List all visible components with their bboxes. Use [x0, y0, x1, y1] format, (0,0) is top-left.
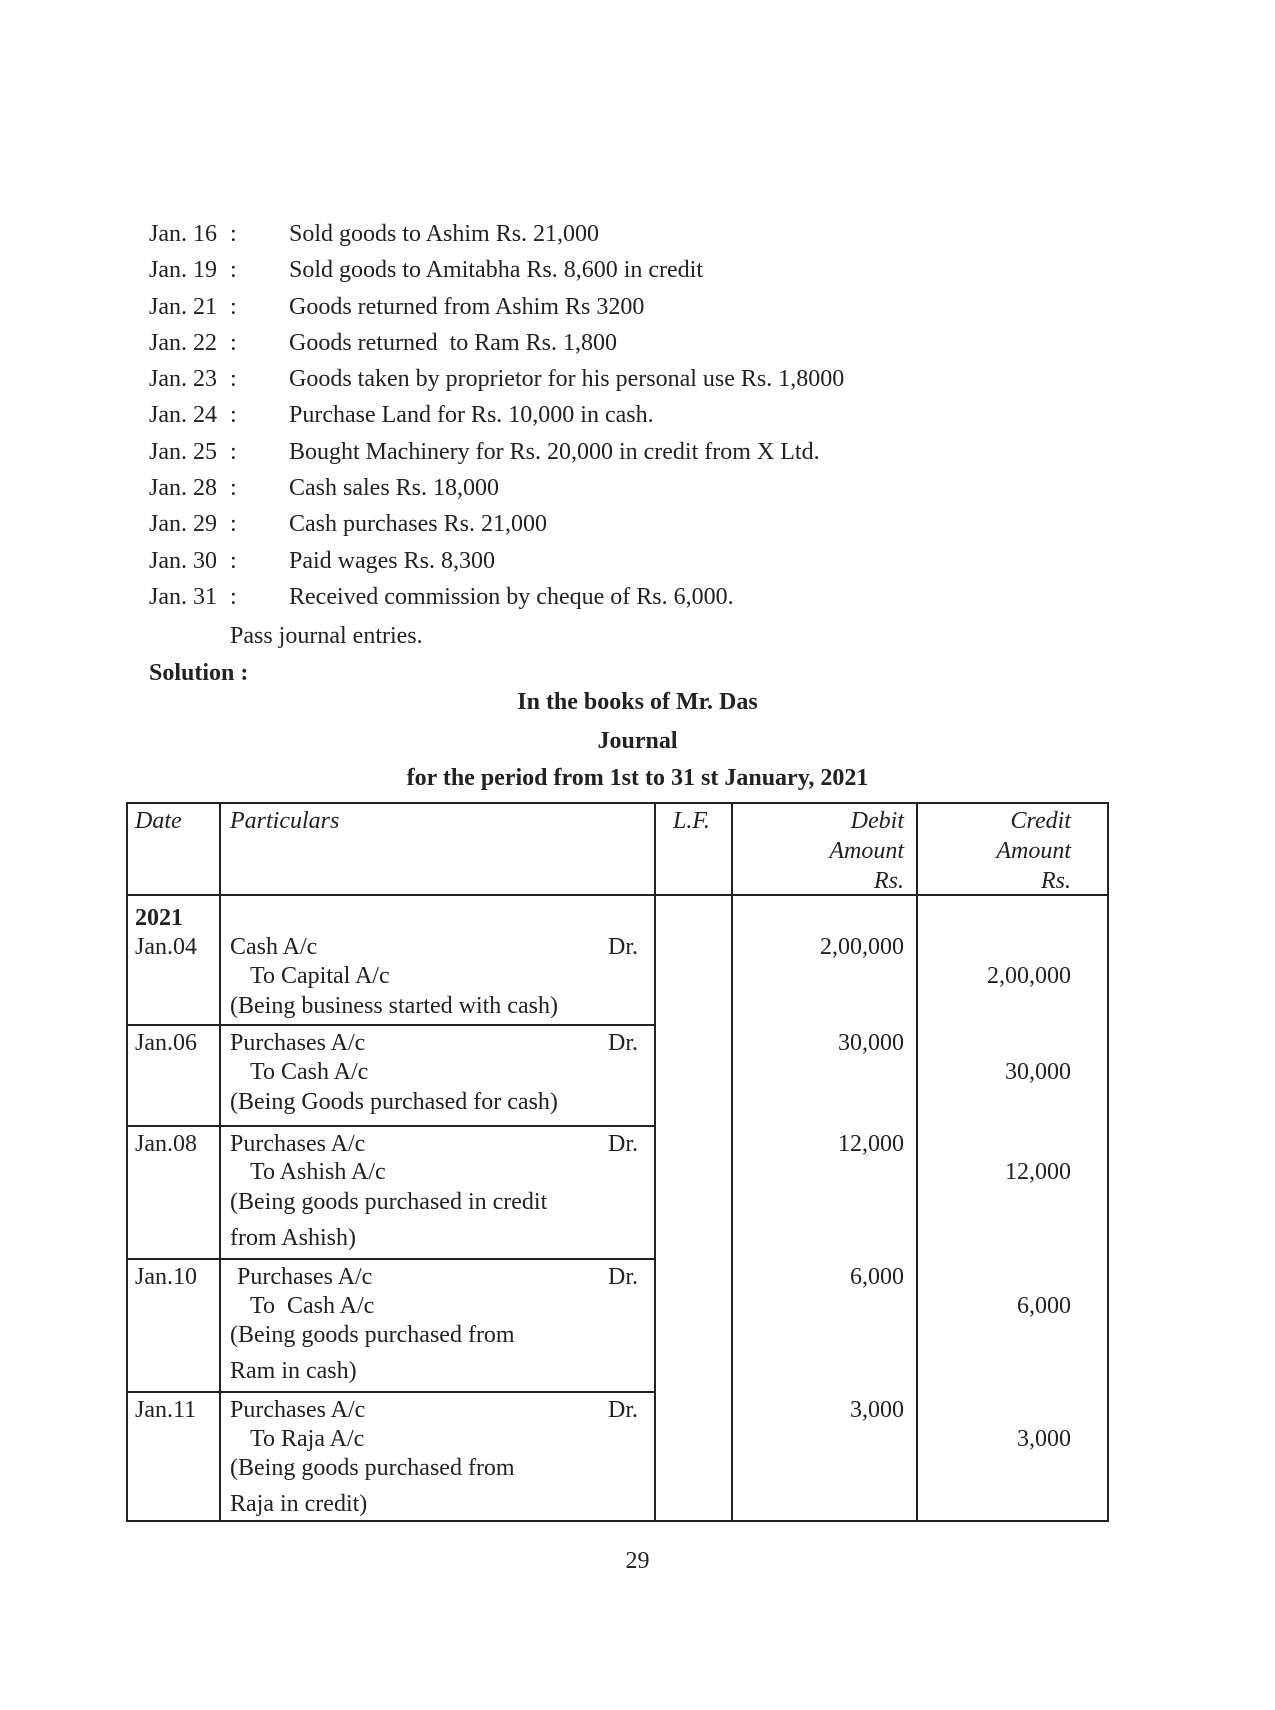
credit-account: To Cash A/c — [250, 1059, 369, 1085]
entry-date: Jan.04 — [135, 934, 197, 960]
narration: from Ashish) — [230, 1225, 356, 1251]
credit-amount: 12,000 — [1005, 1159, 1071, 1185]
debit-amount: 30,000 — [838, 1030, 904, 1056]
colon: : — [230, 293, 237, 320]
entry-date: Jan.10 — [135, 1264, 197, 1290]
entry-date: Jan.08 — [135, 1131, 197, 1157]
debit-account: Cash A/c — [230, 934, 318, 960]
colon: : — [230, 475, 237, 502]
column-divider — [219, 802, 221, 1522]
debit-account: Purchases A/c — [237, 1264, 373, 1290]
narration: (Being goods purchased from — [230, 1455, 515, 1481]
entry-divider — [126, 1258, 656, 1260]
transaction-date: Jan. 22 — [149, 329, 217, 356]
instruction-text: Pass journal entries. — [230, 623, 423, 649]
header-date: Date — [135, 808, 182, 834]
dr-label: Dr. — [608, 1264, 638, 1290]
page-number: 29 — [625, 1548, 650, 1574]
colon: : — [230, 438, 237, 465]
transaction-date: Jan. 31 — [149, 583, 217, 610]
entry-divider — [126, 1391, 656, 1393]
entry-divider — [126, 1125, 656, 1127]
debit-amount: 12,000 — [838, 1131, 904, 1157]
header-particulars: Particulars — [230, 808, 340, 834]
narration: (Being business started with cash) — [230, 993, 558, 1019]
colon: : — [230, 402, 237, 429]
debit-account: Purchases A/c — [230, 1397, 366, 1423]
header-credit-2: Amount — [996, 838, 1071, 864]
debit-account: Purchases A/c — [230, 1030, 366, 1056]
transaction-date: Jan. 28 — [149, 475, 217, 502]
header-debit-2: Amount — [829, 838, 904, 864]
dr-label: Dr. — [608, 1131, 638, 1157]
credit-amount: 6,000 — [1017, 1293, 1071, 1319]
narration: Ram in cash) — [230, 1358, 357, 1384]
narration: (Being goods purchased in credit — [230, 1189, 548, 1215]
entry-divider — [126, 1024, 656, 1026]
credit-account: To Cash A/c — [250, 1293, 375, 1319]
header-debit-3: Rs. — [874, 868, 904, 894]
period-heading: for the period from 1st to 31 st January, 2021 — [406, 765, 869, 791]
transaction-date: Jan. 19 — [149, 257, 217, 284]
journal-title: Journal — [597, 728, 678, 754]
transaction-date: Jan. 24 — [149, 402, 217, 429]
transaction-date: Jan. 23 — [149, 366, 217, 393]
narration: (Being goods purchased from — [230, 1322, 515, 1348]
narration: Raja in credit) — [230, 1491, 368, 1517]
credit-amount: 3,000 — [1017, 1426, 1071, 1452]
colon: : — [230, 329, 237, 356]
colon: : — [230, 257, 237, 284]
dr-label: Dr. — [608, 1030, 638, 1056]
dr-label: Dr. — [608, 1397, 638, 1423]
transaction-text: Received commission by cheque of Rs. 6,000. — [289, 583, 734, 610]
header-credit-3: Rs. — [1041, 868, 1071, 894]
credit-account: To Ashish A/c — [250, 1159, 386, 1185]
transaction-text: Purchase Land for Rs. 10,000 in cash. — [289, 402, 654, 429]
header-lf: L.F. — [673, 808, 710, 834]
year-label: 2021 — [135, 905, 183, 931]
colon: : — [230, 547, 237, 574]
debit-amount: 3,000 — [850, 1397, 904, 1423]
colon: : — [230, 366, 237, 393]
transaction-text: Sold goods to Ashim Rs. 21,000 — [289, 221, 600, 247]
solution-label: Solution : — [149, 660, 249, 686]
transaction-text: Cash sales Rs. 18,000 — [289, 475, 499, 502]
credit-account: To Capital A/c — [250, 963, 390, 989]
header-credit-1: Credit — [1010, 808, 1071, 834]
debit-amount: 6,000 — [850, 1264, 904, 1290]
credit-account: To Raja A/c — [250, 1426, 365, 1452]
journal-table — [126, 802, 1109, 1522]
transaction-text: Goods returned to Ram Rs. 1,800 — [289, 329, 617, 356]
entry-date: Jan.11 — [135, 1397, 197, 1423]
transaction-text: Paid wages Rs. 8,300 — [289, 547, 495, 574]
colon: : — [230, 583, 237, 610]
narration: (Being Goods purchased for cash) — [230, 1089, 558, 1115]
colon: : — [230, 221, 237, 247]
transaction-date: Jan. 30 — [149, 547, 217, 574]
credit-amount: 30,000 — [1005, 1059, 1071, 1085]
transaction-text: Goods returned from Ashim Rs 3200 — [289, 293, 645, 320]
column-divider — [654, 802, 656, 1522]
colon: : — [230, 511, 237, 538]
transaction-text: Sold goods to Amitabha Rs. 8,600 in credit — [289, 257, 703, 284]
credit-amount: 2,00,000 — [987, 963, 1071, 989]
header-debit-1: Debit — [850, 808, 904, 834]
debit-amount: 2,00,000 — [820, 934, 904, 960]
transaction-date: Jan. 21 — [149, 293, 217, 320]
transaction-date: Jan. 25 — [149, 438, 217, 465]
transaction-date: Jan. 16 — [149, 221, 217, 247]
books-heading: In the books of Mr. Das — [517, 689, 758, 715]
dr-label: Dr. — [608, 934, 638, 960]
transaction-text: Bought Machinery for Rs. 20,000 in credit from X Ltd. — [289, 438, 820, 465]
transaction-date: Jan. 29 — [149, 511, 217, 538]
debit-account: Purchases A/c — [230, 1131, 366, 1157]
transaction-text: Goods taken by proprietor for his personal use Rs. 1,8000 — [289, 366, 845, 393]
entry-date: Jan.06 — [135, 1030, 197, 1056]
transaction-text: Cash purchases Rs. 21,000 — [289, 511, 547, 538]
